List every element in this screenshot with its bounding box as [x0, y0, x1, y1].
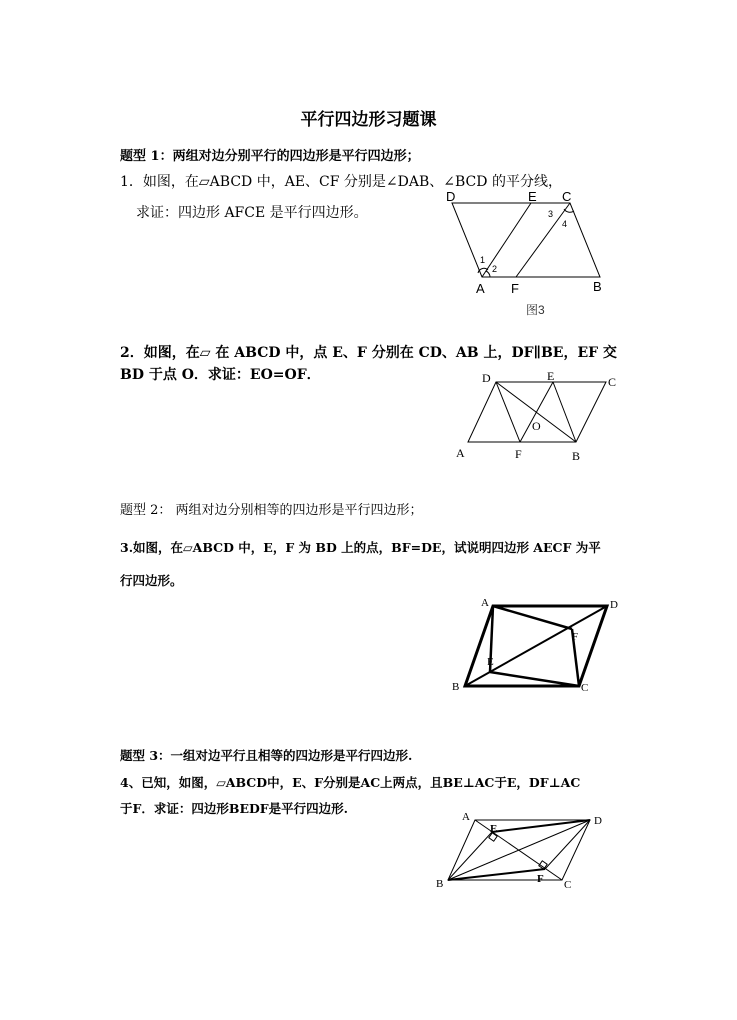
fig1-angle-arc-a — [486, 271, 490, 277]
fig4-label-b: B — [436, 878, 444, 890]
q1-line1: 1．如图，在▱ABCD 中，AE、CF 分别是∠DAB、∠BCD 的平分线， — [120, 174, 562, 190]
fig3-label-d: D — [610, 599, 618, 611]
figure-4 — [430, 805, 615, 895]
section2-heading: 题型 2： 两组对边分别相等的四边形是平行四边形； — [120, 503, 423, 518]
fig4-segment-be — [448, 832, 492, 880]
fig1-label-d: D — [446, 189, 456, 204]
fig3-label-e: E — [487, 656, 494, 668]
q3-line1: 3.如图，在▱ABCD 中，E，F 为 BD 上的点，BF=DE，试说明四边形 AECF 为平 — [120, 540, 601, 555]
fig2-label-d: D — [482, 371, 491, 385]
section3-heading: 题型 3：一组对边平行且相等的四边形是平行四边形. — [120, 748, 413, 763]
section1-heading: 题型 1：两组对边分别平行的四边形是平行四边形； — [120, 149, 420, 164]
fig1-angle-3: 3 — [548, 209, 554, 219]
fig3-segment-af — [493, 606, 572, 629]
fig3-label-f: F — [572, 631, 579, 643]
fig1-angle-1: 1 — [480, 255, 486, 265]
fig1-label-b: B — [593, 279, 602, 294]
figure-3 — [445, 590, 625, 700]
fig1-label-c: C — [562, 189, 572, 204]
fig2-label-o: O — [532, 419, 541, 433]
q2-line2: BD 于点 O．求证：EO=OF． — [120, 367, 321, 383]
fig1-caption: 图3 — [526, 303, 545, 317]
fig4-segment-bf — [448, 869, 545, 880]
fig2-label-e: E — [547, 370, 555, 383]
page-title: 平行四边形习题课 — [300, 110, 437, 130]
fig1-angle-4: 4 — [562, 219, 568, 229]
fig3-label-c: C — [581, 682, 589, 694]
fig2-segment-ef — [520, 382, 553, 442]
fig2-label-c: C — [608, 375, 617, 389]
q4-line2: 于F．求证：四边形BEDF是平行四边形. — [120, 801, 349, 816]
fig3-label-b: B — [452, 681, 460, 693]
q4-line1: 4、已知，如图，▱ABCD中，E、F分别是AC上两点，且BE⊥AC于E，DF⊥AC — [120, 775, 581, 790]
fig1-label-a: A — [476, 281, 485, 296]
fig3-label-a: A — [481, 597, 489, 609]
fig1-label-f: F — [511, 281, 519, 296]
fig3-segment-ec — [490, 672, 579, 686]
fig4-segment-df — [545, 820, 590, 869]
figure-1 — [440, 185, 620, 325]
figure-2 — [450, 370, 625, 465]
q3-line2: 行四边形。 — [120, 573, 183, 588]
fig4-label-f: F — [537, 873, 544, 885]
fig2-label-a: A — [456, 446, 465, 460]
fig4-label-d: D — [594, 815, 602, 827]
fig2-label-b: B — [572, 449, 581, 463]
q2-line1: 2．如图，在▱ 在 ABCD 中，点 E、F 分别在 CD、AB 上，DF∥BE，EF 交 — [120, 345, 617, 361]
fig1-parallelogram — [452, 203, 600, 277]
fig1-label-e: E — [528, 189, 537, 204]
fig4-label-c: C — [564, 879, 572, 891]
fig4-label-a: A — [462, 811, 470, 823]
fig4-label-e: E — [490, 823, 498, 835]
fig1-angle-2: 2 — [492, 264, 498, 274]
fig2-label-f: F — [515, 447, 522, 461]
q1-line2: 求证：四边形 AFCE 是平行四边形。 — [136, 205, 368, 221]
